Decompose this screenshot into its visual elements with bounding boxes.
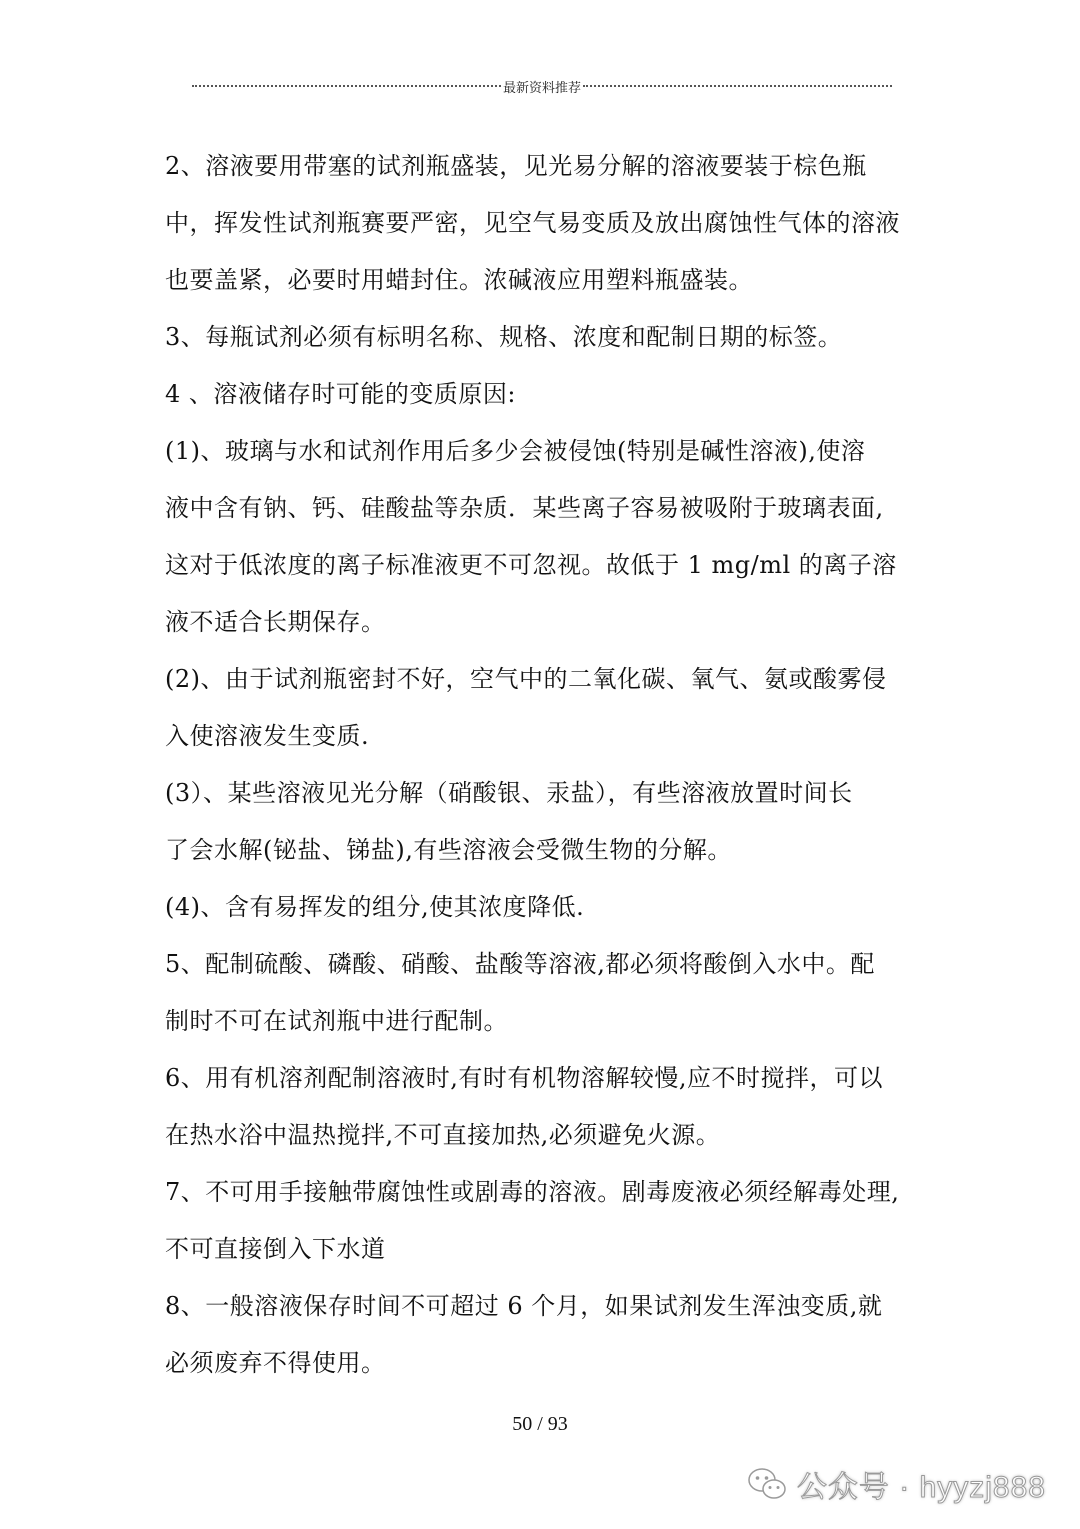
body-line: (4)、含有易挥发的组分,使其浓度降低. bbox=[165, 893, 585, 921]
body-line: 7、不可用手接触带腐蚀性或剧毒的溶液。剧毒废液必须经解毒处理, bbox=[165, 1178, 900, 1206]
wechat-icon bbox=[747, 1467, 787, 1501]
header-dotted-rule-left bbox=[192, 85, 501, 87]
page-header bbox=[192, 76, 892, 96]
body-line: 4 、溶液储存时可能的变质原因: bbox=[165, 380, 516, 408]
body-line: 6、用有机溶剂配制溶液时,有时有机物溶解较慢,应不时搅拌，可以 bbox=[165, 1064, 884, 1092]
body-line: (3）、某些溶液见光分解（硝酸银、汞盐），有些溶液放置时间长 bbox=[165, 779, 853, 807]
body-line: 5、配制硫酸、磷酸、硝酸、盐酸等溶液,都必须将酸倒入水中。配 bbox=[165, 950, 875, 978]
body-line: 3、每瓶试剂必须有标明名称、规格、浓度和配制日期的标签。 bbox=[165, 323, 843, 351]
watermark-text: 公众号 · hyyzj888 bbox=[796, 1471, 1046, 1504]
body-line: 不可直接倒入下水道 bbox=[165, 1235, 386, 1263]
watermark bbox=[747, 1462, 1046, 1506]
body-line: 制时不可在试剂瓶中进行配制。 bbox=[165, 1007, 508, 1035]
body-line: 入使溶液发生变质. bbox=[165, 722, 370, 750]
header-dotted-rule-right bbox=[583, 85, 892, 87]
body-line: 这对于低浓度的离子标准液更不可忽视。故低于 1 mg/ml 的离子溶 bbox=[165, 551, 897, 579]
body-line: 了会水解(铋盐、锑盐),有些溶液会受微生物的分解。 bbox=[165, 836, 732, 864]
body-line: 在热水浴中温热搅拌,不可直接加热,必须避免火源。 bbox=[165, 1121, 721, 1149]
body-line: 液不适合长期保存。 bbox=[165, 608, 386, 636]
body-line: (2)、由于试剂瓶密封不好，空气中的二氧化碳、氧气、氨或酸雾侵 bbox=[165, 665, 887, 693]
body-line: 8、一般溶液保存时间不可超过 6 个月，如果试剂发生浑浊变质,就 bbox=[165, 1292, 883, 1320]
body-line: 必须废弃不得使用。 bbox=[165, 1349, 386, 1377]
document-body bbox=[165, 138, 935, 1392]
body-line: (1)、玻璃与水和试剂作用后多少会被侵蚀(特别是碱性溶液),使溶 bbox=[165, 437, 866, 465]
page-number: 50 / 93 bbox=[512, 1413, 568, 1435]
body-line: 2、溶液要用带塞的试剂瓶盛装，见光易分解的溶液要装于棕色瓶 bbox=[165, 152, 867, 180]
body-line: 也要盖紧，必要时用蜡封住。浓碱液应用塑料瓶盛装。 bbox=[165, 266, 753, 294]
body-line: 液中含有钠、钙、硅酸盐等杂质．某些离子容易被吸附于玻璃表面, bbox=[165, 494, 884, 522]
body-line: 中，挥发性试剂瓶赛要严密，见空气易变质及放出腐蚀性气体的溶液 bbox=[165, 209, 900, 237]
header-title: 最新资料推荐 bbox=[503, 80, 582, 96]
